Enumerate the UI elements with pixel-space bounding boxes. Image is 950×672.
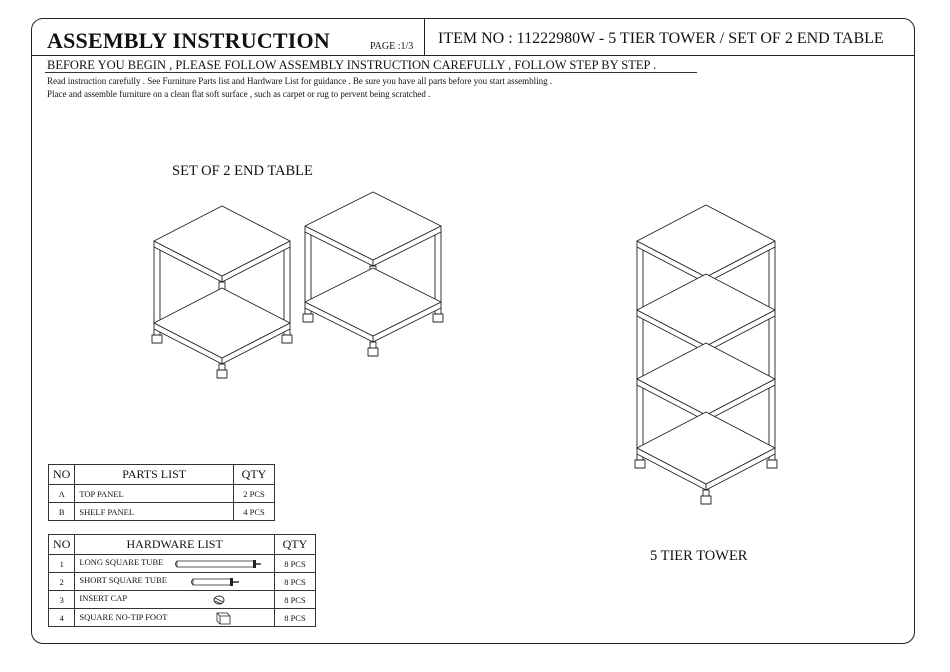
instruction-line-2: Place and assemble furniture on a clean flat soft surface , such as carpet or rug to pervent being scratched . (47, 89, 431, 99)
tower-leg (769, 316, 775, 379)
end-table-a-leg (284, 247, 290, 323)
hardware-name-cell (75, 609, 274, 627)
table-row (49, 555, 316, 573)
hardware-no: 2 (49, 573, 75, 591)
part-name: TOP PANEL (75, 485, 234, 503)
table-row (49, 573, 316, 591)
end-table-a-foot (282, 335, 292, 343)
parts-list-table (48, 464, 275, 521)
parts-qty-header: QTY (234, 465, 275, 485)
page-number: PAGE :1/3 (370, 41, 414, 52)
tower-leg (769, 385, 775, 448)
hardware-list-header (49, 535, 316, 555)
end-table-b-foot (433, 314, 443, 322)
hardware-name-header: HARDWARE LIST (75, 535, 274, 555)
tower-leg (637, 316, 643, 379)
table-row (49, 591, 316, 609)
tower-leg (637, 247, 643, 310)
parts-no-header: NO (49, 465, 75, 485)
end-table-b-foot (368, 348, 378, 356)
subheading: BEFORE YOU BEGIN , PLEASE FOLLOW ASSEMBLY INSTRUCTION CAREFULLY , FOLLOW STEP BY STEP . (47, 58, 657, 72)
hardware-list-table (48, 534, 316, 627)
end-table-b-leg (435, 232, 441, 302)
insert-cap-icon (135, 594, 231, 606)
parts-name-header: PARTS LIST (75, 465, 234, 485)
hardware-name: SQUARE NO-TIP FOOT (79, 611, 168, 622)
table-row (49, 609, 316, 627)
instruction-line-1: Read instruction carefully . See Furniture Parts list and Hardware List for guidance . Be sure you have all parts before you start assembling . (47, 76, 553, 86)
page-title: ASSEMBLY INSTRUCTION (47, 28, 330, 53)
table-row (49, 503, 275, 521)
end-table-label: SET OF 2 END TABLE (172, 163, 313, 179)
hardware-qty-header: QTY (274, 535, 315, 555)
end-table-a-foot (152, 335, 162, 343)
end-table-b-top-panel (305, 192, 441, 260)
tower-foot (767, 460, 777, 468)
hardware-name: LONG SQUARE TUBE (79, 557, 164, 568)
tower-leg (769, 247, 775, 310)
part-no: A (49, 485, 75, 503)
part-qty: 4 PCS (234, 503, 275, 521)
hardware-qty: 8 PCS (274, 555, 315, 573)
hardware-qty: 8 PCS (274, 573, 315, 591)
end-table-a-shelf-panel (154, 288, 290, 358)
end-table-a-leg (154, 247, 160, 323)
tower-shelf-panel (637, 274, 775, 346)
part-name: SHELF PANEL (75, 503, 234, 521)
end-table-b-shelf-panel (305, 268, 441, 336)
part-qty: 2 PCS (234, 485, 275, 503)
hardware-name: INSERT CAP (79, 593, 127, 604)
tower-top-panel (637, 205, 775, 277)
tower-foot (635, 460, 645, 468)
tower-label: 5 TIER TOWER (650, 548, 748, 564)
end-table-b-leg (305, 232, 311, 302)
hardware-name-cell (75, 591, 274, 609)
part-no: B (49, 503, 75, 521)
tower-leg (637, 385, 643, 448)
table-row (49, 485, 275, 503)
hardware-no: 3 (49, 591, 75, 609)
short-tube-icon (175, 576, 241, 588)
tower-shelf-panel (637, 412, 775, 484)
end-table-b-foot (303, 314, 313, 322)
long-tube-icon (171, 558, 263, 570)
hardware-no: 1 (49, 555, 75, 573)
end-table-a-foot (217, 370, 227, 378)
no-tip-foot-icon (175, 611, 235, 625)
hardware-no-header: NO (49, 535, 75, 555)
hardware-qty: 8 PCS (274, 609, 315, 627)
item-number: ITEM NO : 11222980W - 5 TIER TOWER / SET OF 2 END TABLE (438, 30, 884, 47)
hardware-name-cell (75, 573, 274, 591)
tower-shelf-panel (637, 343, 775, 415)
hardware-no: 4 (49, 609, 75, 627)
tower-foot (701, 496, 711, 504)
hardware-name-cell (75, 555, 274, 573)
hardware-qty: 8 PCS (274, 591, 315, 609)
hardware-name: SHORT SQUARE TUBE (79, 575, 167, 586)
end-table-a-top-panel (154, 206, 290, 276)
parts-list-header (49, 465, 275, 485)
